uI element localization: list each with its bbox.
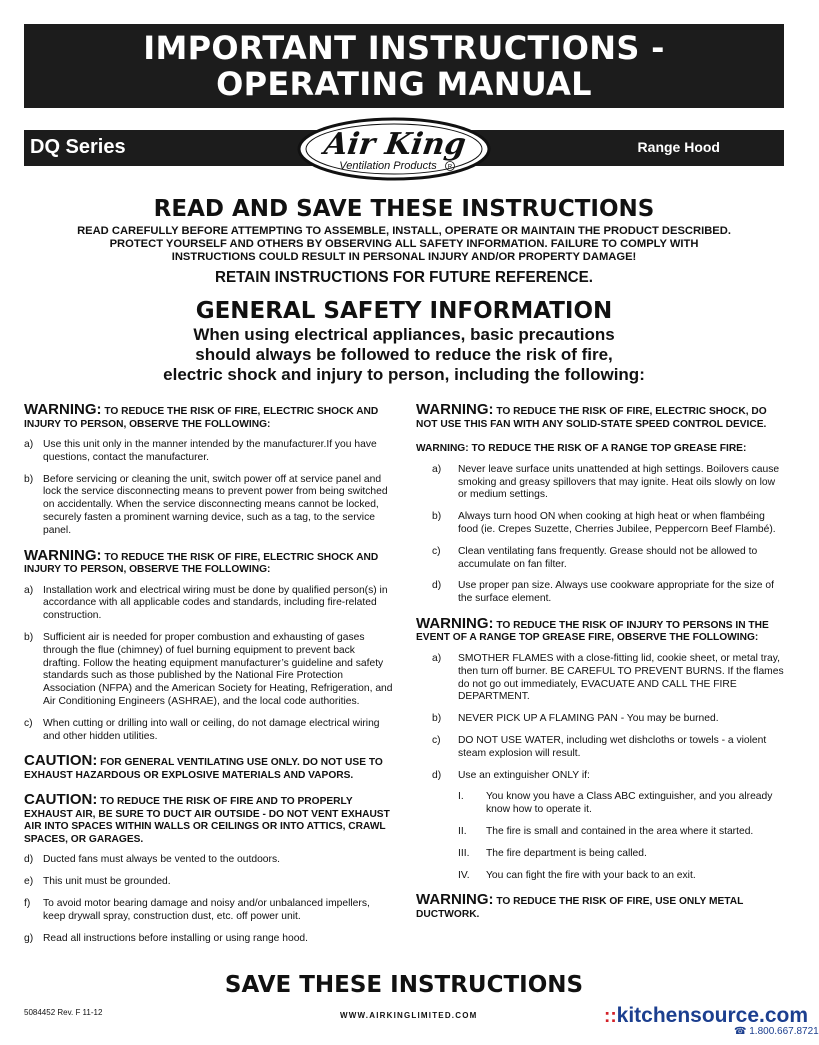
read-line-1: READ CAREFULLY BEFORE ATTEMPTING TO ASSEMBLE, INSTALL, OPERATE OR MAINTAIN THE PRODUCT DESCRIBED. bbox=[77, 225, 731, 237]
title-line-2: OPERATING MANUAL bbox=[216, 65, 592, 103]
warning-text: TO REDUCE THE RISK OF FIRE, ELECTRIC SHOCK, DO NOT USE THIS FAN WITH ANY SOLID-STATE SPEED CONTROL DEVICE. bbox=[416, 406, 767, 430]
title-banner bbox=[24, 24, 784, 108]
list-item bbox=[416, 735, 786, 761]
item-label: b) bbox=[24, 631, 34, 643]
item-text: Installation work and electrical wiring must be done by qualified person(s) in accordance with all applicable codes and standards, including fire-related construction. bbox=[43, 584, 388, 622]
item-text: Ducted fans must always be vented to the outdoors. bbox=[43, 854, 280, 866]
subitem-label: IV. bbox=[458, 869, 470, 881]
sub-list-item bbox=[416, 791, 786, 817]
item-label: e) bbox=[24, 876, 34, 888]
product-type: Range Hood bbox=[637, 139, 720, 155]
read-line-3: INSTRUCTIONS COULD RESULT IN PERSONAL INJURY AND/OR PROPERTY DAMAGE! bbox=[171, 251, 637, 263]
caution-section-1 bbox=[24, 752, 394, 782]
item-text: Use proper pan size. Always use cookware appropriate for the size of the surface element. bbox=[458, 580, 774, 605]
left-column bbox=[24, 401, 394, 957]
subitem-text: The fire is small and contained in the area where it started. bbox=[486, 825, 754, 837]
caution-text: FOR GENERAL VENTILATING USE ONLY. DO NOT USE TO EXHAUST HAZARDOUS OR EXPLOSIVE MATERIALS AND VAPORS. bbox=[24, 757, 383, 781]
warning-heading bbox=[416, 614, 786, 645]
air-king-logo bbox=[296, 116, 492, 182]
read-carefully-text bbox=[24, 225, 784, 264]
warning-section-5 bbox=[416, 614, 786, 882]
sub-list-item bbox=[416, 848, 786, 861]
general-line-1: When using electrical appliances, basic precautions bbox=[193, 325, 615, 344]
general-safety-heading: GENERAL SAFETY INFORMATION bbox=[195, 298, 613, 324]
warning-subheading: WARNING: TO REDUCE THE RISK OF A RANGE TOP GREASE FIRE: bbox=[416, 443, 747, 454]
kitchensource-name: kitchensource.com bbox=[616, 1004, 809, 1027]
kitchensource-dots-icon: :: bbox=[604, 1006, 617, 1027]
warning-label: WARNING: bbox=[24, 401, 102, 418]
item-label: a) bbox=[24, 439, 34, 450]
list-item bbox=[24, 585, 394, 623]
item-text: Use this unit only in the manner intended by the manufacturer.If you have questions, contact the manufacturer. bbox=[43, 439, 377, 463]
list-item bbox=[416, 546, 786, 572]
list-item bbox=[416, 511, 786, 537]
item-label: b) bbox=[432, 511, 442, 523]
title-line-1: IMPORTANT INSTRUCTIONS - bbox=[143, 29, 665, 67]
list-item bbox=[24, 718, 394, 744]
warning-text: TO REDUCE THE RISK OF FIRE, ELECTRIC SHOCK AND INJURY TO PERSON, OBSERVE THE FOLLOWING: bbox=[24, 551, 379, 576]
item-label: c) bbox=[432, 545, 441, 557]
item-text: Always turn hood ON when cooking at high heat or when flambéing food (ie. Crepes Suzette, Cherries Jubilee, Peppercorn Beef Flambé). bbox=[458, 511, 776, 535]
item-label: a) bbox=[432, 652, 442, 664]
save-instructions-heading: SAVE THESE INSTRUCTIONS bbox=[224, 972, 584, 998]
warning-section-4 bbox=[416, 443, 786, 606]
item-text: Never leave surface units unattended at high settings. Boilovers cause smoking and greasy spillovers that may ignite. Heat oils slowly on low or medium settings. bbox=[458, 463, 780, 501]
sub-list-item bbox=[416, 826, 786, 839]
warning-section-6 bbox=[416, 891, 786, 921]
warning-section-3 bbox=[416, 401, 786, 431]
list-item bbox=[24, 474, 394, 538]
list-item bbox=[416, 580, 786, 606]
item-text: Use an extinguisher ONLY if: bbox=[458, 769, 590, 781]
list-item bbox=[24, 439, 394, 465]
warning-label: WARNING: bbox=[24, 546, 102, 564]
item-text: DO NOT USE WATER, including wet dishcloths or towels - a violent steam explosion will result. bbox=[458, 734, 767, 759]
right-column bbox=[416, 401, 786, 933]
list-item bbox=[416, 653, 786, 704]
registered-mark: R bbox=[447, 164, 453, 171]
subitem-label: II. bbox=[458, 825, 467, 837]
warning-text: TO REDUCE THE RISK OF FIRE, ELECTRIC SHOCK AND INJURY TO PERSON, OBSERVE THE FOLLOWING: bbox=[24, 406, 379, 430]
list-item bbox=[24, 933, 394, 946]
warning-text: TO REDUCE THE RISK OF INJURY TO PERSONS IN THE EVENT OF A RANGE TOP GREASE FIRE, OBSERVE THE FOLLOWING: bbox=[416, 619, 769, 644]
caution-label: CAUTION: bbox=[24, 752, 98, 770]
item-label: g) bbox=[24, 932, 34, 944]
list-item bbox=[416, 464, 786, 502]
item-label: d) bbox=[24, 854, 34, 866]
warning-section-2 bbox=[24, 546, 394, 744]
warning-heading bbox=[24, 401, 394, 431]
read-line-2: PROTECT YOURSELF AND OTHERS BY OBSERVING ALL SAFETY INFORMATION. FAILURE TO COMPLY WITH bbox=[109, 238, 699, 250]
item-label: c) bbox=[24, 717, 33, 729]
document-code: 5084452 Rev. F 11-12 bbox=[24, 1008, 103, 1017]
retain-heading: RETAIN INSTRUCTIONS FOR FUTURE REFERENCE. bbox=[214, 269, 594, 286]
kitchensource-phone: ☎ 1.800.667.8721 bbox=[734, 1026, 819, 1037]
warning-heading bbox=[416, 891, 786, 921]
item-text: Before servicing or cleaning the unit, switch power off at service panel and lock the service disconnecting means to prevent power from being switched on accidentally. When the service disconnecting means cannot be locked, securely fasten a prominent warning device, such as a tag, to the service panel. bbox=[43, 473, 388, 536]
series-name: DQ Series bbox=[30, 136, 126, 158]
caution-text: TO REDUCE THE RISK OF FIRE AND TO PROPERLY EXHAUST AIR, BE SURE TO DUCT AIR OUTSIDE - DO NOT VENT EXHAUST AIR INTO SPACES WITHIN WALLS OR CEILINGS OR INTO ATTICS, CRAWL SPACES, OR GARAGES. bbox=[24, 796, 390, 845]
general-line-3: electric shock and injury to person, including the following: bbox=[163, 365, 645, 384]
subitem-label: I. bbox=[458, 791, 464, 803]
item-text: NEVER PICK UP A FLAMING PAN - You may be burned. bbox=[458, 713, 719, 725]
item-text: Sufficient air is needed for proper combustion and exhausting of gases through the flue (chimney) of fuel burning equipment to prevent back drafting. Follow the heating equipment manufacturer’s guideline and safety standards such as those published by the National Fire Protection Association (NFPA) and the American Society for Heating, Refrigeration, and Air Conditioning Engineers (ASHRAE), and the local code authorities. bbox=[43, 631, 393, 707]
item-text: When cutting or drilling into wall or ceiling, do not damage electrical wiring and other hidden utilities. bbox=[43, 717, 380, 742]
list-item bbox=[24, 876, 394, 889]
subitem-text: You know you have a Class ABC extinguisher, and you already know how to operate it. bbox=[486, 791, 773, 816]
item-label: b) bbox=[24, 473, 34, 485]
warning-section-1 bbox=[24, 401, 394, 538]
subitem-label: III. bbox=[458, 847, 470, 859]
warning-text: TO REDUCE THE RISK OF FIRE, USE ONLY METAL DUCTWORK. bbox=[416, 896, 744, 920]
item-label: a) bbox=[24, 584, 34, 596]
kitchensource-logo bbox=[604, 1004, 808, 1028]
subitem-text: You can fight the fire with your back to an exit. bbox=[486, 869, 696, 881]
item-label: d) bbox=[432, 580, 442, 592]
item-text: SMOTHER FLAMES with a close-fitting lid, cookie sheet, or metal tray, then turn off burner. BE CAREFUL TO PREVENT BURNS. If the flames do not go out immediately, EVACUATE AND CALL THE FIRE DEPARTMENT. bbox=[458, 652, 784, 703]
item-label: a) bbox=[432, 463, 442, 475]
item-label: b) bbox=[432, 713, 442, 725]
caution-heading bbox=[24, 791, 394, 846]
item-text: This unit must be grounded. bbox=[43, 876, 171, 888]
caution-heading bbox=[24, 752, 394, 782]
subitem-text: The fire department is being called. bbox=[486, 847, 647, 859]
read-save-heading: READ AND SAVE THESE INSTRUCTIONS bbox=[153, 196, 655, 222]
item-label: f) bbox=[24, 897, 31, 909]
warning-label: WARNING: bbox=[416, 614, 494, 632]
warning-label: WARNING: bbox=[416, 891, 494, 909]
list-item bbox=[416, 770, 786, 783]
caution-section-2 bbox=[24, 791, 394, 945]
item-text: To avoid motor bearing damage and noisy and/or unbalanced impellers, keep drywall spray, construction dust, etc. off power unit. bbox=[43, 897, 370, 922]
item-text: Clean ventilating fans frequently. Grease should not be allowed to accumulate on fan filter. bbox=[458, 545, 758, 570]
list-item bbox=[24, 854, 394, 867]
warning-heading bbox=[416, 401, 786, 431]
sub-list-item bbox=[416, 870, 786, 883]
item-label: d) bbox=[432, 769, 442, 781]
website-link[interactable]: WWW.AIRKINGLIMITED.COM bbox=[340, 1011, 478, 1020]
general-safety-intro bbox=[24, 325, 784, 385]
list-item bbox=[416, 713, 786, 726]
warning-label: WARNING: bbox=[416, 401, 494, 418]
list-item bbox=[24, 898, 394, 924]
logo-sub-text: Ventilation Products bbox=[339, 160, 437, 172]
warning-heading bbox=[24, 546, 394, 577]
general-line-2: should always be followed to reduce the risk of fire, bbox=[195, 345, 613, 364]
item-label: c) bbox=[432, 734, 441, 746]
list-item bbox=[24, 632, 394, 709]
logo-main-text: Air King bbox=[321, 127, 468, 162]
caution-label: CAUTION: bbox=[24, 791, 98, 809]
item-text: Read all instructions before installing or using range hood. bbox=[43, 932, 309, 944]
